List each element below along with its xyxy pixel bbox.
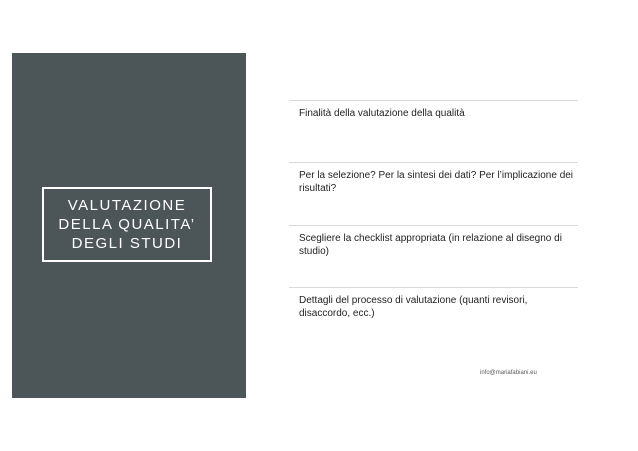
slide-title-line-1: VALUTAZIONE [67, 197, 187, 214]
footer-email: info@mariafabiani.eu [480, 370, 537, 376]
bullet-item-3 [289, 225, 578, 258]
bullet-item-1 [289, 100, 578, 120]
bullet-item-4 [289, 287, 578, 320]
bullet-text-4: Dettagli del processo di valutazione (quanti revisori, disaccordo, ecc.) [299, 295, 528, 319]
bullet-text-1: Finalità della valutazione della qualità [299, 108, 465, 119]
title-panel [12, 53, 246, 398]
bullet-text-2: Per la selezione? Per la sintesi dei dati? Per l’implicazione dei risultati? [299, 170, 574, 194]
slide-title-line-2: DELLA QUALITA’ [58, 216, 196, 233]
bullet-text-3: Scegliere la checklist appropriata (in relazione al disegno di studio) [299, 233, 562, 257]
slide-title-box [42, 187, 212, 262]
slide-title-line-3: DEGLI STUDI [71, 235, 183, 252]
bullet-item-2 [289, 162, 578, 195]
